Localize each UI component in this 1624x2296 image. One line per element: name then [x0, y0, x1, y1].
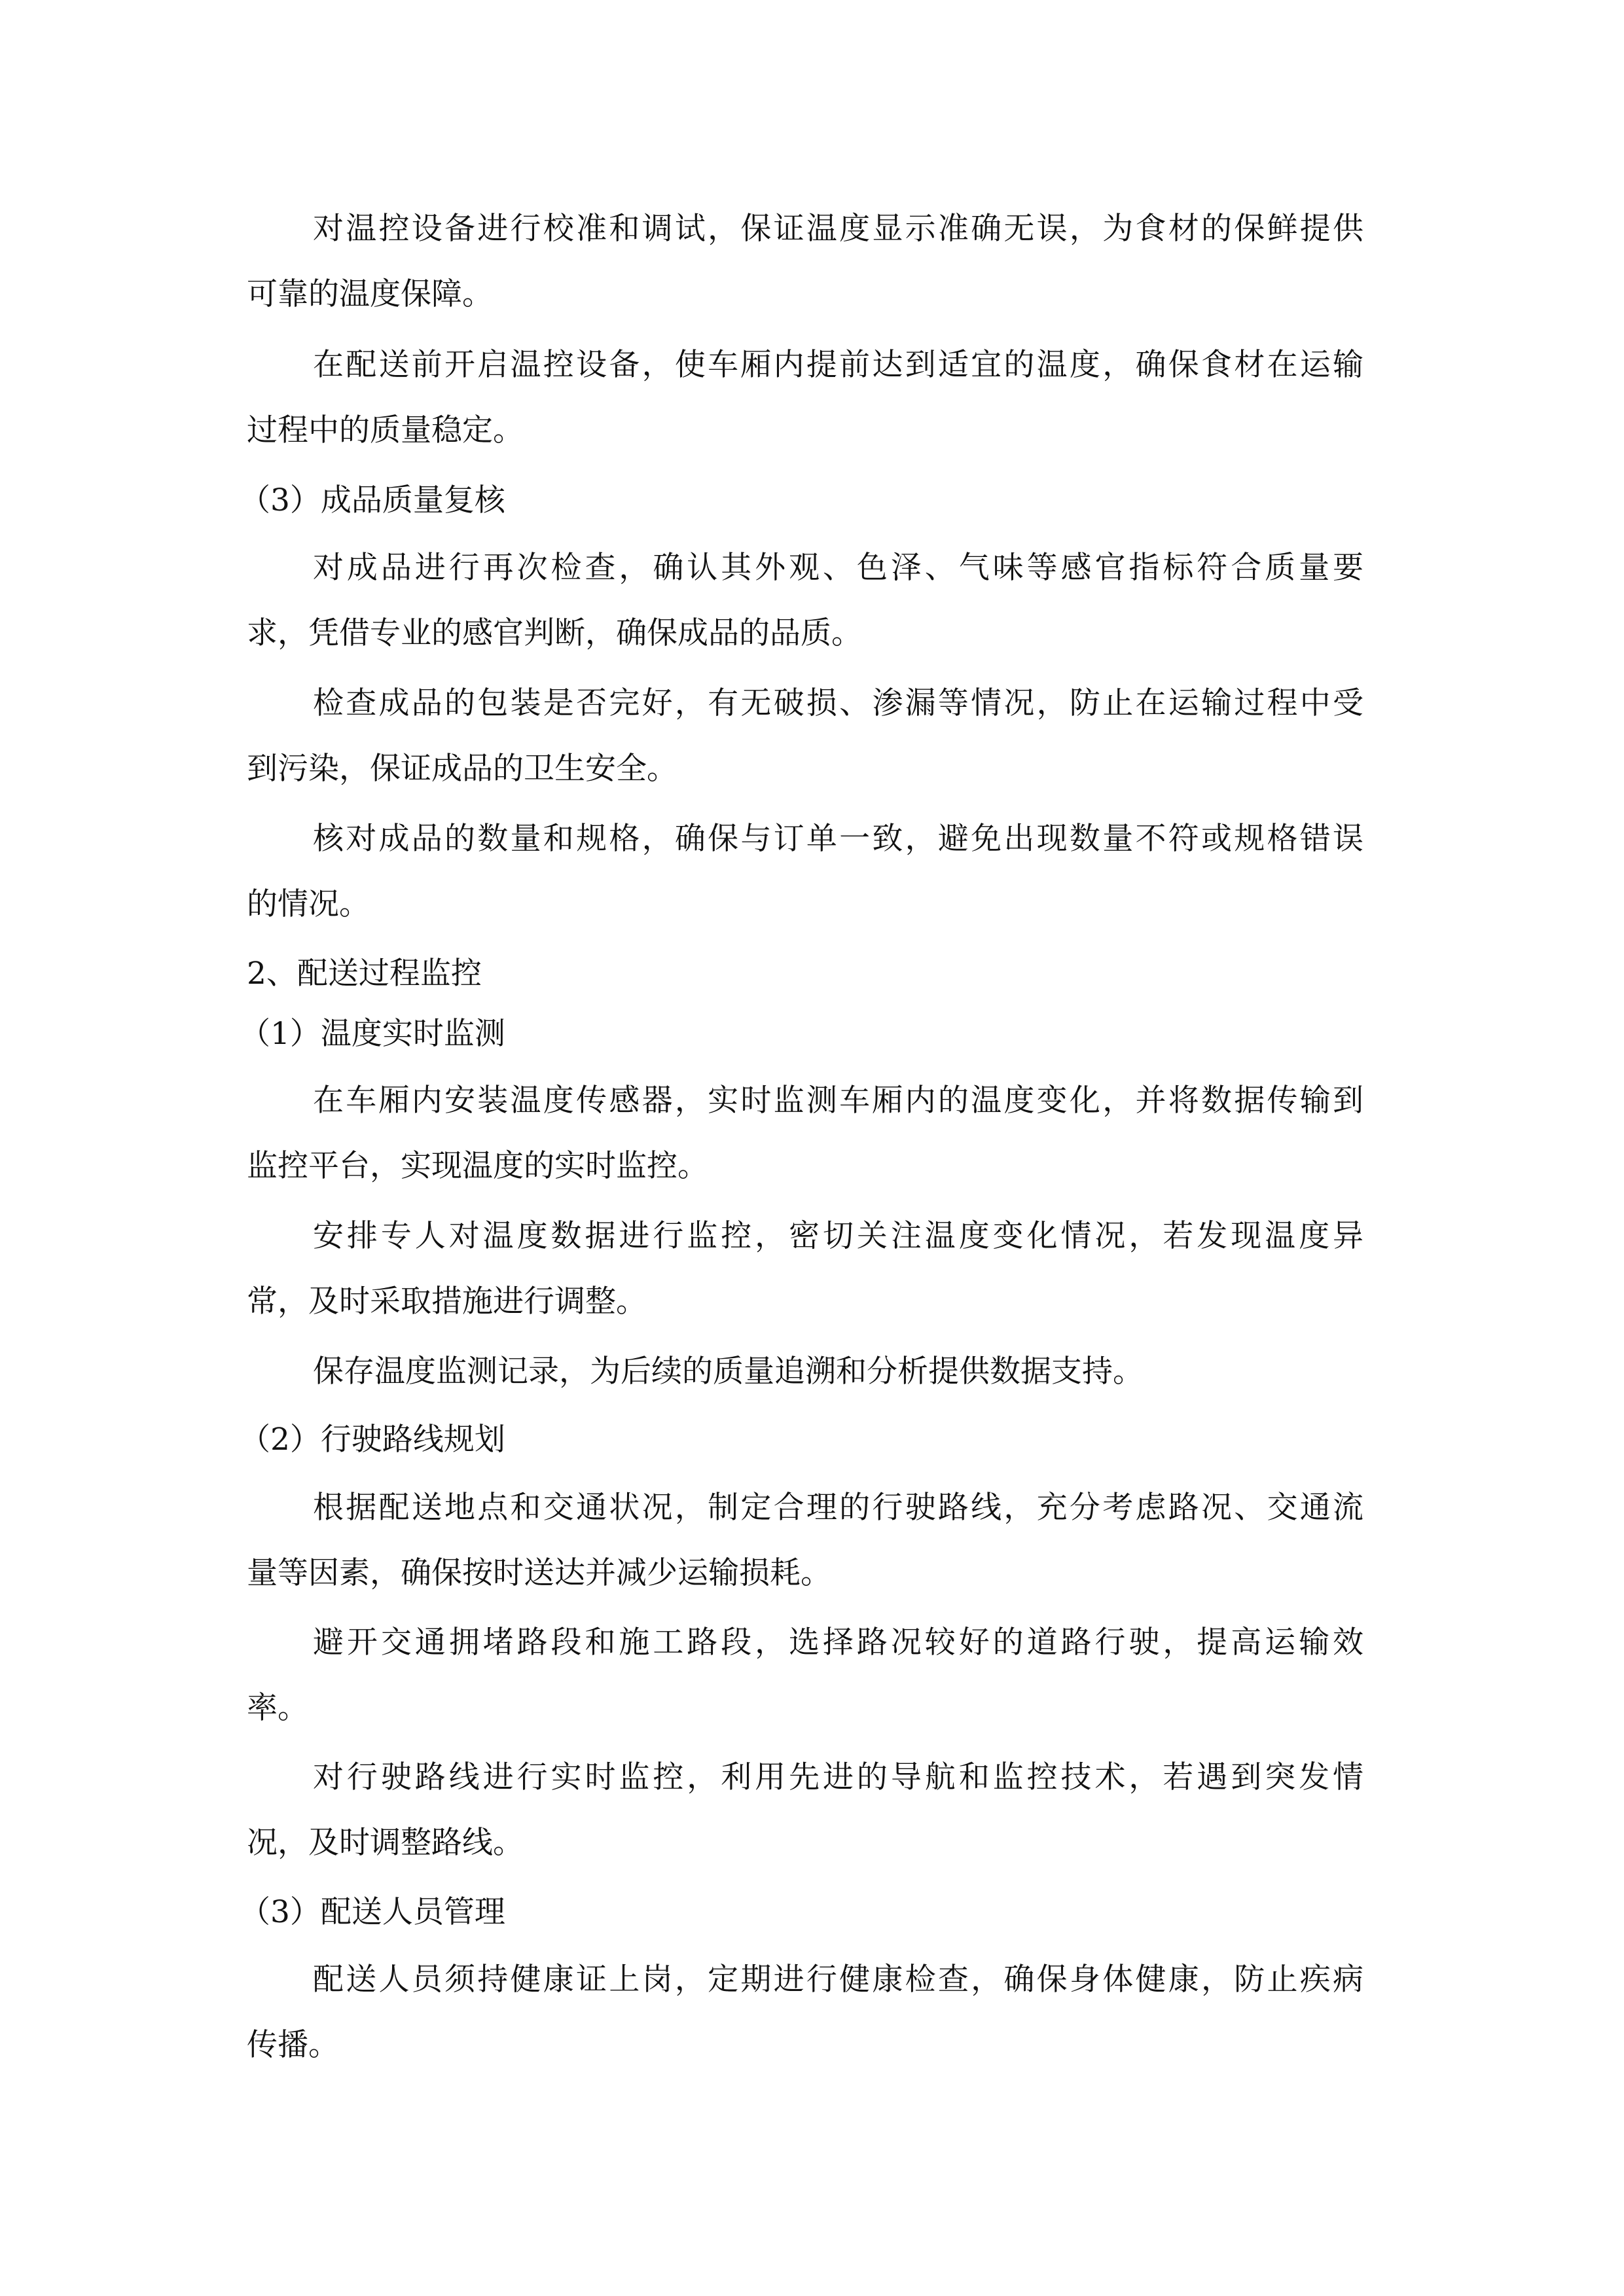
paragraph-line: 在车厢内安装温度传感器，实时监测车厢内的温度变化，并将数据传输到	[313, 1083, 1363, 1119]
paragraph-line: 在配送前开启温控设备，使车厢内提前达到适宜的温度，确保食材在运输	[313, 347, 1363, 383]
paragraph-line: 过程中的质量稳定。	[247, 412, 524, 448]
paragraph-line: 配送人员须持健康证上岗，定期进行健康检查，确保身体健康，防止疾病	[313, 1962, 1363, 1998]
subsection-heading: （2）行驶路线规划	[240, 1422, 505, 1458]
paragraph-line: 量等因素，确保按时送达并减少运输损耗。	[247, 1555, 831, 1591]
paragraph-line: 可靠的温度保障。	[247, 276, 493, 312]
paragraph-line: 到污染，保证成品的卫生安全。	[247, 751, 677, 787]
paragraph-line: 检查成品的包装是否完好，有无破损、渗漏等情况，防止在运输过程中受	[313, 685, 1363, 721]
paragraph-line: 求，凭借专业的感官判断，确保成品的品质。	[247, 615, 862, 651]
paragraph-line: 核对成品的数量和规格，确保与订单一致，避免出现数量不符或规格错误	[313, 821, 1363, 857]
section-heading: 2、配送过程监控	[247, 956, 482, 992]
section-heading: （3）成品质量复核	[240, 482, 505, 518]
paragraph-line: 保存温度监测记录，为后续的质量追溯和分析提供数据支持。	[313, 1354, 1144, 1390]
subsection-heading: （3）配送人员管理	[240, 1894, 505, 1930]
paragraph-line: 对成品进行再次检查，确认其外观、色泽、气味等感官指标符合质量要	[313, 550, 1363, 586]
paragraph-line: 对行驶路线进行实时监控，利用先进的导航和监控技术，若遇到突发情	[313, 1759, 1363, 1795]
paragraph-line: 的情况。	[247, 886, 370, 922]
paragraph-line: 况，及时调整路线。	[247, 1825, 524, 1861]
paragraph-line: 率。	[247, 1690, 308, 1726]
paragraph-line: 对温控设备进行校准和调试，保证温度显示准确无误，为食材的保鲜提供	[313, 211, 1363, 247]
subsection-heading: （1）温度实时监测	[240, 1016, 505, 1052]
paragraph-line: 常，及时采取措施进行调整。	[247, 1283, 647, 1319]
paragraph-line: 安排专人对温度数据进行监控，密切关注温度变化情况，若发现温度异	[313, 1218, 1363, 1254]
paragraph-line: 根据配送地点和交通状况，制定合理的行驶路线，充分考虑路况、交通流	[313, 1490, 1363, 1526]
paragraph-line: 传播。	[247, 2027, 339, 2063]
paragraph-line: 监控平台，实现温度的实时监控。	[247, 1148, 708, 1184]
paragraph-line: 避开交通拥堵路段和施工路段，选择路况较好的道路行驶，提高运输效	[313, 1624, 1363, 1660]
